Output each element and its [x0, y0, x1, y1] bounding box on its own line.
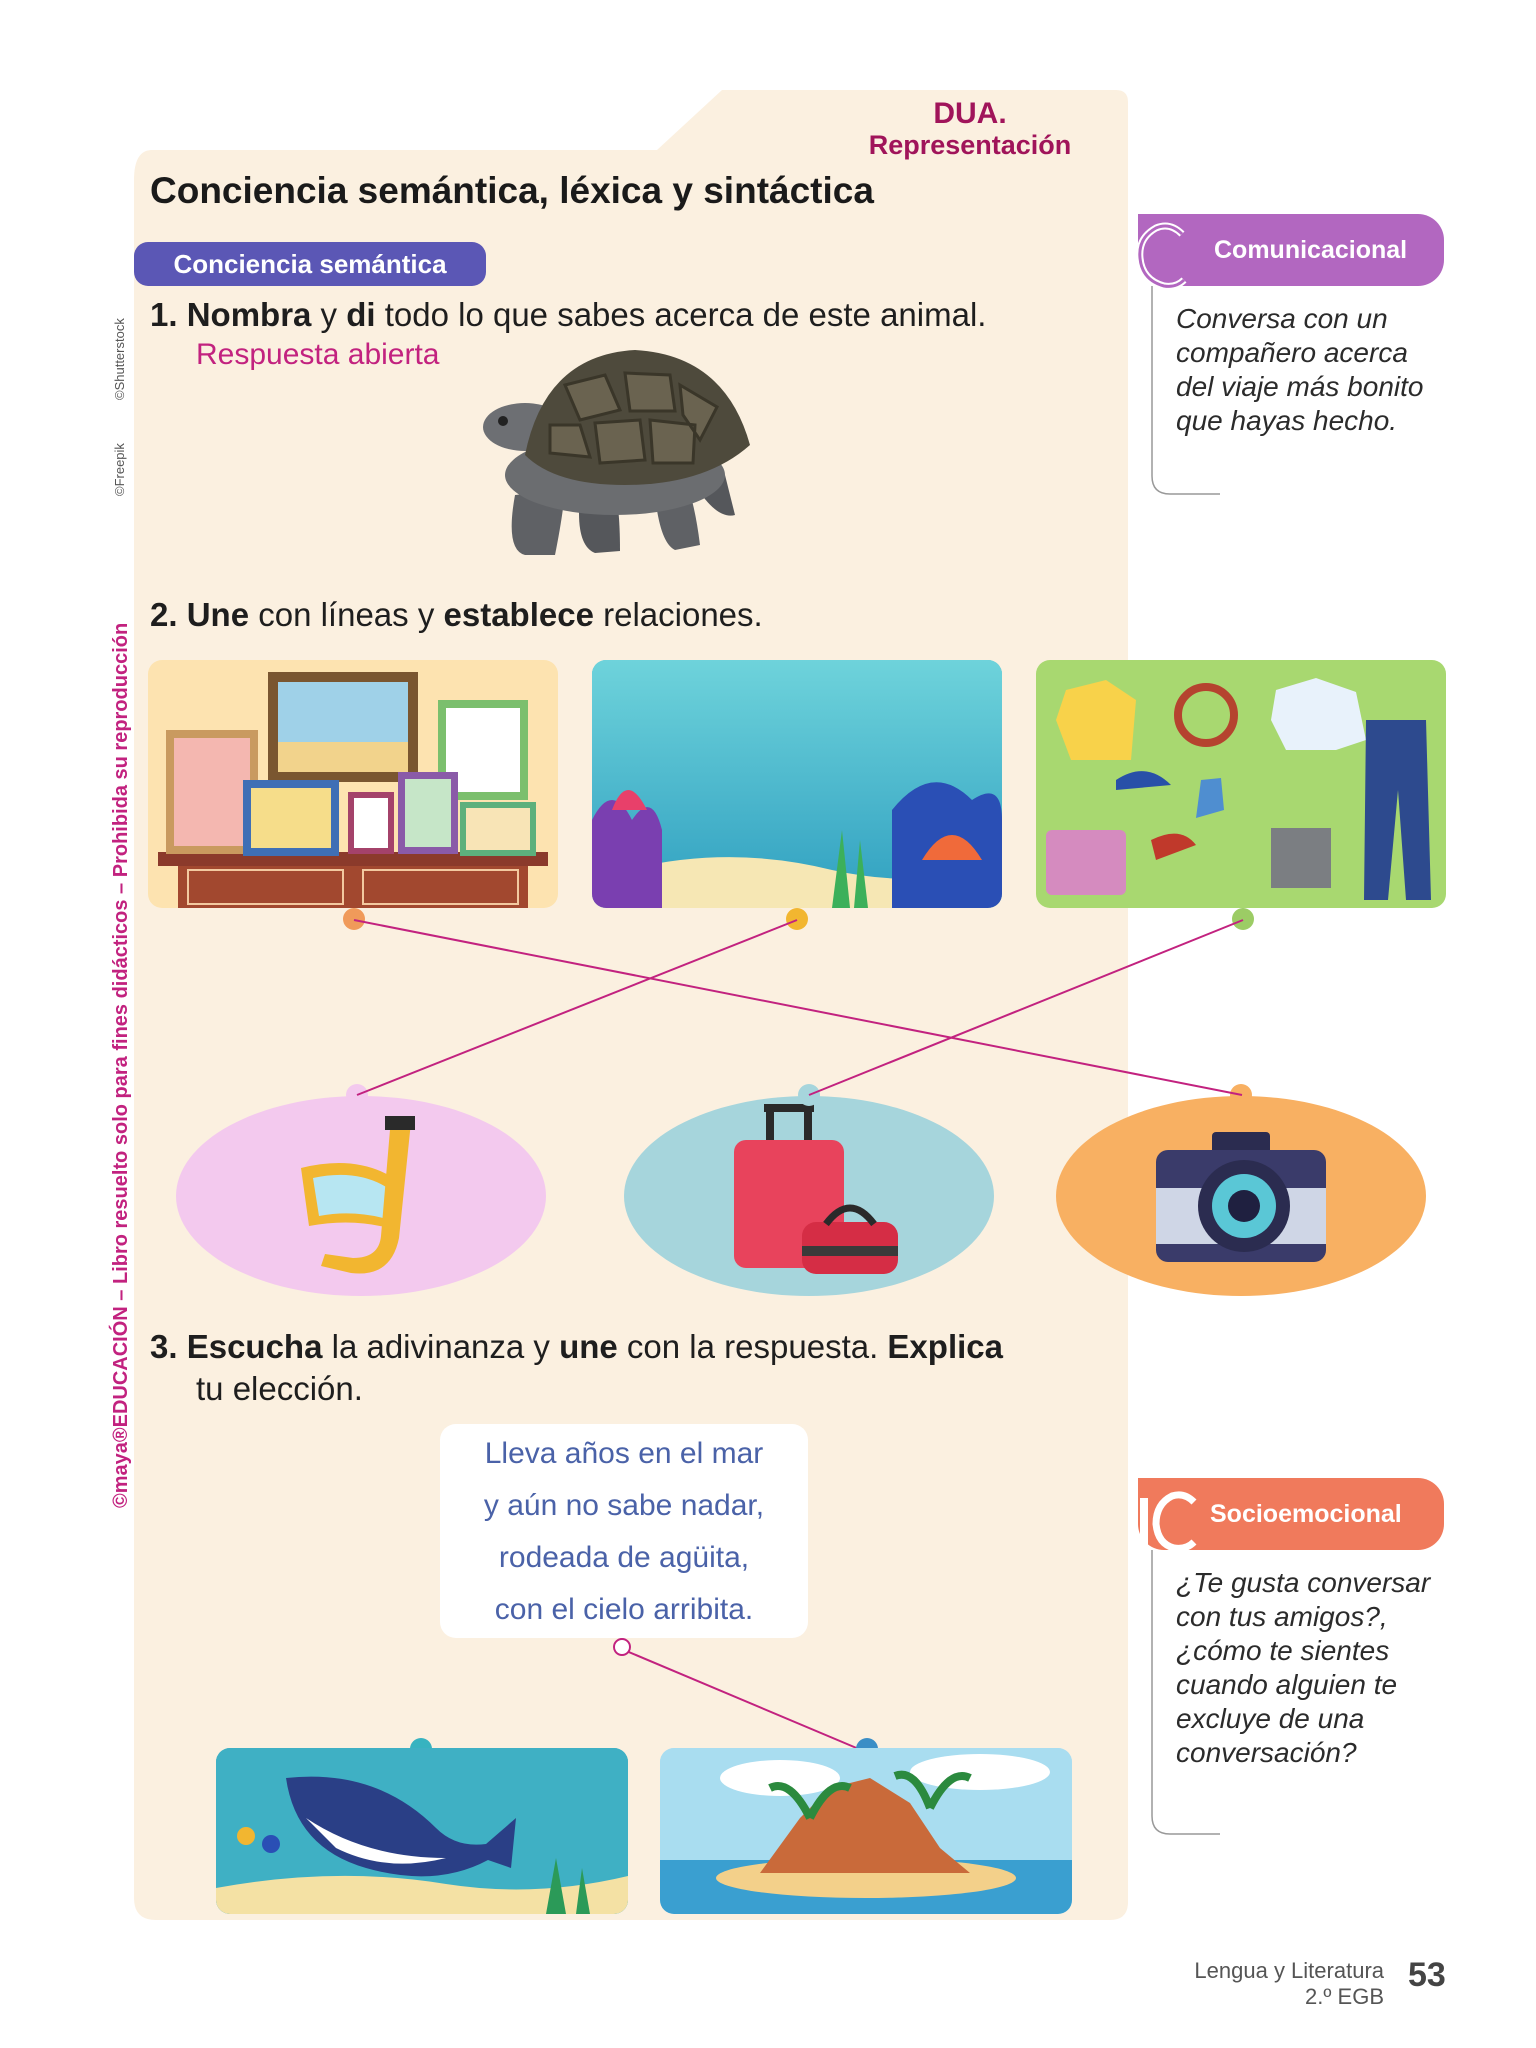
- page-title: Conciencia semántica, léxica y sintáctica: [150, 170, 874, 211]
- footer-subject: Lengua y Literatura: [1194, 1958, 1384, 1983]
- connector-clothes[interactable]: [1232, 908, 1254, 930]
- dua-label: [820, 98, 1120, 160]
- connector-ocean[interactable]: [786, 908, 808, 930]
- freepik-credit: ©Freepik: [112, 443, 127, 496]
- socioemocional-text: ¿Te gusta conversar con tus amigos?, ¿cómo te sientes cuando alguien te excluye de una conversación?: [1176, 1567, 1431, 1768]
- q3-verb-une: une: [559, 1328, 618, 1365]
- q2-verb-une: Une: [186, 596, 250, 633]
- q2-number: 2.: [150, 596, 178, 633]
- question-1: [150, 294, 986, 336]
- copyright-notice: ©maya®EDUCACIÓN – Libro resuelto solo para fines didácticos – Prohibida su reproducción: [110, 622, 132, 1508]
- q1-number: 1.: [150, 296, 178, 333]
- q1-verb-nombra: Nombra: [186, 296, 312, 333]
- q2-text-end: relaciones.: [593, 596, 763, 633]
- dua-subtitle: Representación: [868, 130, 1072, 160]
- clothes-card[interactable]: [1036, 660, 1446, 908]
- turtle-illustration: [455, 345, 755, 560]
- q1-answer: Respuesta abierta: [196, 338, 440, 371]
- question-3: [150, 1326, 1100, 1410]
- question-2: [150, 594, 763, 636]
- riddle-box: [440, 1424, 808, 1638]
- q2-verb-establece: establece: [443, 596, 594, 633]
- q3-text-end: tu elección.: [196, 1370, 363, 1407]
- snorkel-oval[interactable]: [176, 1096, 546, 1296]
- ocean-illustration: [592, 660, 1002, 908]
- ocean-card[interactable]: [592, 660, 1002, 908]
- family-photos-card[interactable]: [148, 660, 558, 908]
- riddle-line-2: y aún no sabe nadar,: [483, 1489, 765, 1522]
- comunicacional-text: Conversa con un compañero acerca del viaje más bonito que hayas hecho.: [1176, 303, 1424, 436]
- q3-text-mid: con la respuesta.: [617, 1328, 888, 1365]
- shutterstock-credit: ©Shutterstock: [112, 318, 127, 400]
- luggage-oval[interactable]: [624, 1096, 994, 1296]
- riddle-line-1: Lleva años en el mar: [484, 1437, 764, 1470]
- suitcase-icon: [724, 1104, 904, 1286]
- comunicacional-label: Comunicacional: [1214, 236, 1408, 264]
- footer-grade: 2.º EGB: [1305, 1984, 1384, 2009]
- q3-verb-explica: Explica: [887, 1328, 1003, 1365]
- connector-family[interactable]: [343, 908, 365, 930]
- q3-text: la adivinanza y: [322, 1328, 560, 1365]
- section-pill: Conciencia semántica: [134, 242, 486, 286]
- snorkel-mask-icon: [281, 1108, 441, 1288]
- connector-luggage[interactable]: [798, 1084, 820, 1106]
- riddle-line-4: con el cielo arribita.: [494, 1593, 754, 1626]
- whale-illustration: [216, 1748, 628, 1914]
- letter-c-icon: [1134, 220, 1194, 292]
- connector-riddle[interactable]: [613, 1638, 631, 1656]
- letters-ic-icon: [1134, 1484, 1204, 1556]
- island-card[interactable]: [660, 1748, 1072, 1914]
- riddle-line-3: rodeada de agüita,: [498, 1541, 750, 1574]
- clothes-illustration: [1036, 660, 1446, 908]
- q3-verb-escucha: Escucha: [186, 1328, 323, 1365]
- camera-icon: [1156, 1132, 1326, 1262]
- whale-card[interactable]: [216, 1748, 628, 1914]
- socioemocional-bracket: [1148, 1550, 1228, 1836]
- dua-title: DUA.: [933, 97, 1007, 130]
- q1-verb-di: di: [346, 296, 376, 333]
- page-number: 53: [1408, 1956, 1446, 1994]
- comunicacional-bracket: [1148, 286, 1228, 496]
- family-photos-illustration: [148, 660, 558, 908]
- q1-text-end: todo lo que sabes acerca de este animal.: [375, 296, 987, 333]
- q1-text: y: [311, 296, 347, 333]
- q2-text: con líneas y: [249, 596, 444, 633]
- island-illustration: [660, 1748, 1072, 1914]
- socioemocional-label: Socioemocional: [1210, 1500, 1402, 1528]
- connector-camera[interactable]: [1230, 1084, 1252, 1106]
- camera-oval[interactable]: [1056, 1096, 1426, 1296]
- connector-snorkel[interactable]: [346, 1084, 368, 1106]
- q3-number: 3.: [150, 1328, 178, 1365]
